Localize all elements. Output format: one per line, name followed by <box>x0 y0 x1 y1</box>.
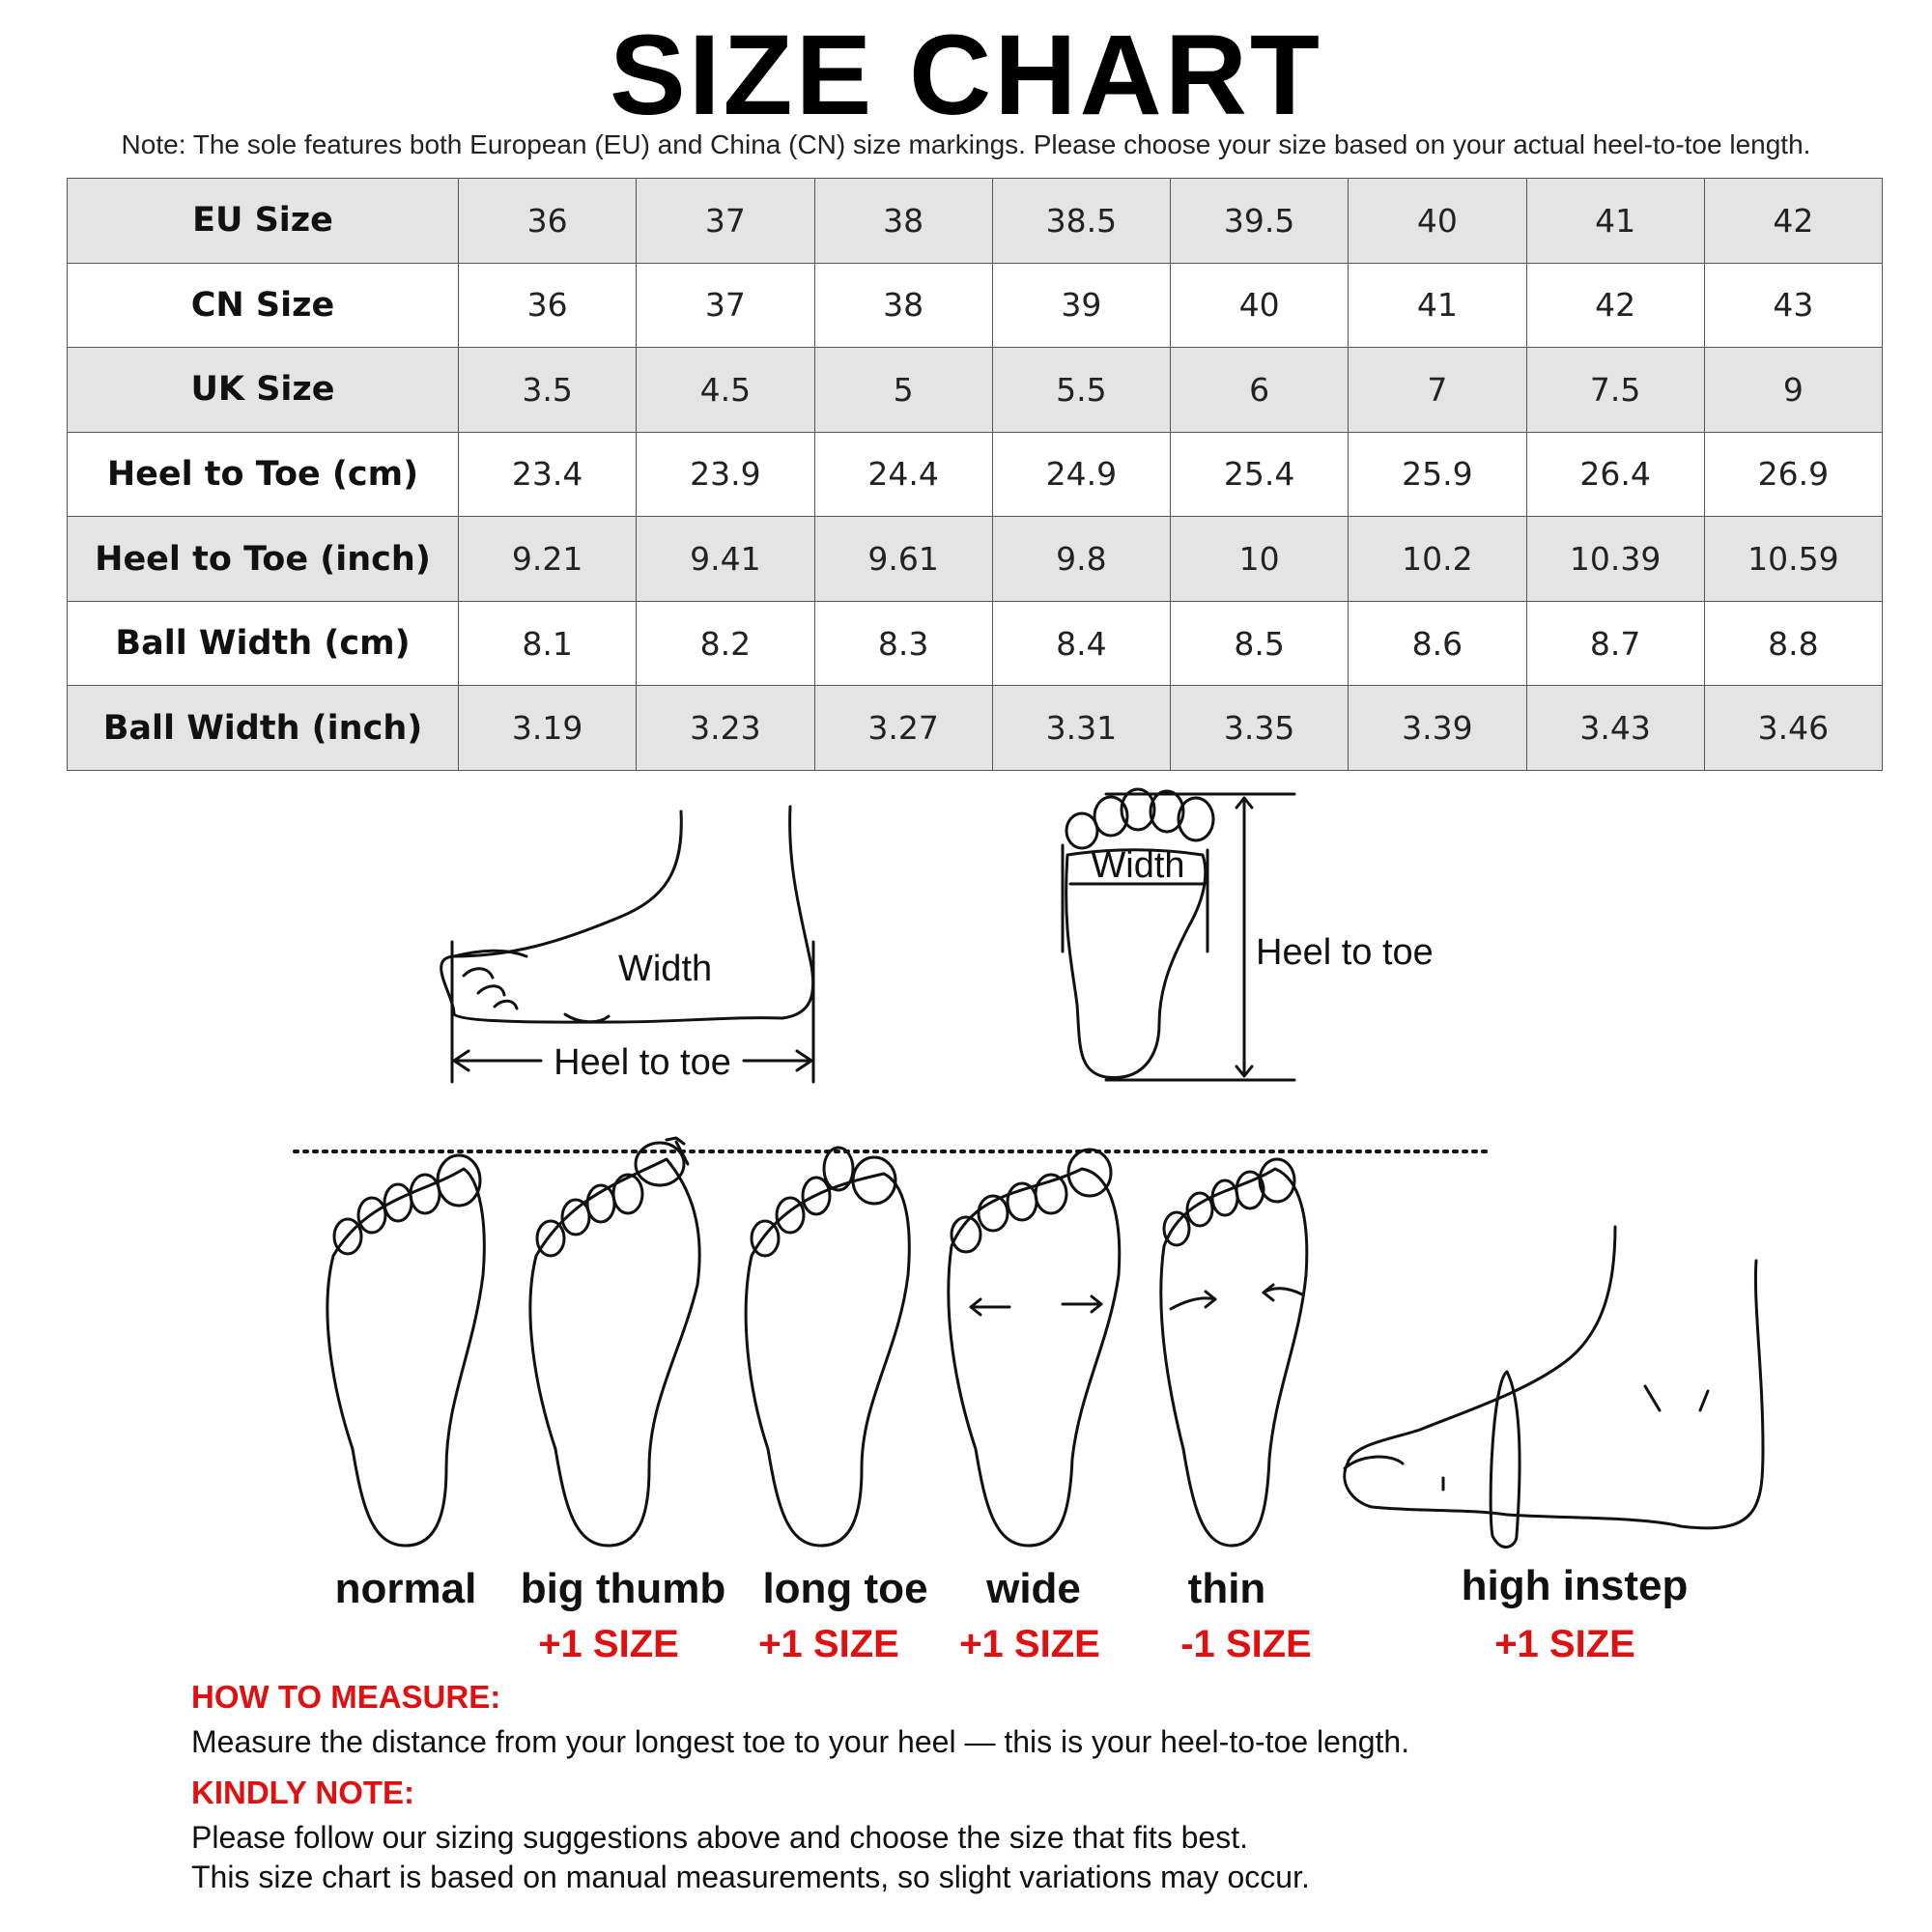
table-cell: 10.39 <box>1526 517 1704 602</box>
table-cell: 9.61 <box>814 517 992 602</box>
table-cell: 8.3 <box>814 601 992 686</box>
side-foot-drawing <box>441 807 813 1082</box>
table-cell: 4.5 <box>637 348 814 433</box>
how-to-measure-heading: HOW TO MEASURE: <box>191 1679 501 1715</box>
table-cell: 41 <box>1526 179 1704 264</box>
page-title: SIZE CHART <box>610 12 1322 139</box>
table-cell: 38 <box>814 179 992 264</box>
table-cell: 9.41 <box>637 517 814 602</box>
side-width-label: Width <box>618 949 713 989</box>
table-cell: 5.5 <box>992 348 1170 433</box>
table-cell: 38 <box>814 263 992 348</box>
table-cell: 39 <box>992 263 1170 348</box>
table-cell: 40 <box>1171 263 1349 348</box>
table-cell: 23.9 <box>637 432 814 517</box>
sole-heel-to-toe-label: Heel to toe <box>1256 932 1434 973</box>
table-cell: 3.43 <box>1526 686 1704 771</box>
adjust-long-toe: +1 SIZE <box>758 1623 899 1665</box>
table-cell: 38.5 <box>992 179 1170 264</box>
table-cell: 5 <box>814 348 992 433</box>
table-cell: 8.2 <box>637 601 814 686</box>
row-header: Ball Width (inch) <box>68 686 459 771</box>
table-cell: 6 <box>1171 348 1349 433</box>
table-cell: 39.5 <box>1171 179 1349 264</box>
table-cell: 26.4 <box>1526 432 1704 517</box>
table-cell: 40 <box>1349 179 1526 264</box>
adjust-thin: -1 SIZE <box>1180 1623 1312 1665</box>
table-cell: 26.9 <box>1704 432 1882 517</box>
row-header: Heel to Toe (cm) <box>68 432 459 517</box>
table-cell: 3.46 <box>1704 686 1882 771</box>
table-cell: 36 <box>459 179 637 264</box>
row-header: Ball Width (cm) <box>68 601 459 686</box>
table-cell: 8.1 <box>459 601 637 686</box>
foot-type-high-instep: high instep <box>1461 1562 1689 1609</box>
foot-wide-drawing <box>949 1150 1120 1546</box>
table-cell: 24.4 <box>814 432 992 517</box>
kindly-note-line-1: Please follow our sizing suggestions above and choose the size that fits best. <box>191 1820 1248 1855</box>
table-cell: 24.9 <box>992 432 1170 517</box>
table-cell: 3.5 <box>459 348 637 433</box>
table-cell: 42 <box>1526 263 1704 348</box>
table-cell: 3.31 <box>992 686 1170 771</box>
sizing-note: Note: The sole features both European (EU) and China (CN) size markings. Please choose your size based on your actual heel-to-toe length. <box>121 129 1811 159</box>
table-cell: 10 <box>1171 517 1349 602</box>
foot-high-instep-drawing <box>1345 1227 1763 1548</box>
table-cell: 37 <box>637 263 814 348</box>
table-cell: 10.59 <box>1704 517 1882 602</box>
table-cell: 42 <box>1704 179 1882 264</box>
table-cell: 3.27 <box>814 686 992 771</box>
table-cell: 9.8 <box>992 517 1170 602</box>
table-cell: 36 <box>459 263 637 348</box>
table-cell: 8.8 <box>1704 601 1882 686</box>
table-cell: 41 <box>1349 263 1526 348</box>
table-cell: 25.4 <box>1171 432 1349 517</box>
foot-big-thumb-drawing <box>530 1138 699 1546</box>
table-cell: 8.5 <box>1171 601 1349 686</box>
table-cell: 7.5 <box>1526 348 1704 433</box>
table-cell: 8.7 <box>1526 601 1704 686</box>
foot-type-big-thumb: big thumb <box>520 1565 726 1612</box>
foot-long-toe-drawing <box>746 1148 909 1546</box>
table-cell: 3.35 <box>1171 686 1349 771</box>
row-header: EU Size <box>68 179 459 264</box>
table-cell: 9.21 <box>459 517 637 602</box>
kindly-note-heading: KINDLY NOTE: <box>191 1775 415 1810</box>
adjust-high-instep: +1 SIZE <box>1494 1623 1635 1665</box>
row-header: CN Size <box>68 263 459 348</box>
table-cell: 9 <box>1704 348 1882 433</box>
table-cell: 25.9 <box>1349 432 1526 517</box>
table-cell: 10.2 <box>1349 517 1526 602</box>
row-header: Heel to Toe (inch) <box>68 517 459 602</box>
table-cell: 43 <box>1704 263 1882 348</box>
adjust-wide: +1 SIZE <box>959 1623 1100 1665</box>
table-cell: 8.6 <box>1349 601 1526 686</box>
foot-type-long-toe: long toe <box>762 1565 928 1612</box>
table-cell: 37 <box>637 179 814 264</box>
adjust-big-thumb: +1 SIZE <box>538 1623 679 1665</box>
foot-normal-drawing <box>327 1155 484 1546</box>
foot-thin-drawing <box>1161 1159 1307 1546</box>
kindly-note-line-2: This size chart is based on manual measurements, so slight variations may occur. <box>191 1860 1310 1894</box>
table-cell: 3.39 <box>1349 686 1526 771</box>
table-cell: 3.19 <box>459 686 637 771</box>
table-cell: 3.23 <box>637 686 814 771</box>
how-to-measure-text: Measure the distance from your longest toe to your heel — this is your heel-to-toe length. <box>191 1724 1410 1759</box>
table-cell: 23.4 <box>459 432 637 517</box>
table-cell: 8.4 <box>992 601 1170 686</box>
foot-type-thin: thin <box>1187 1565 1266 1612</box>
row-header: UK Size <box>68 348 459 433</box>
sole-width-label: Width <box>1091 845 1185 886</box>
table-cell: 7 <box>1349 348 1526 433</box>
foot-type-normal: normal <box>334 1565 477 1612</box>
side-heel-to-toe-label: Heel to toe <box>554 1042 731 1083</box>
foot-type-wide: wide <box>986 1565 1081 1612</box>
